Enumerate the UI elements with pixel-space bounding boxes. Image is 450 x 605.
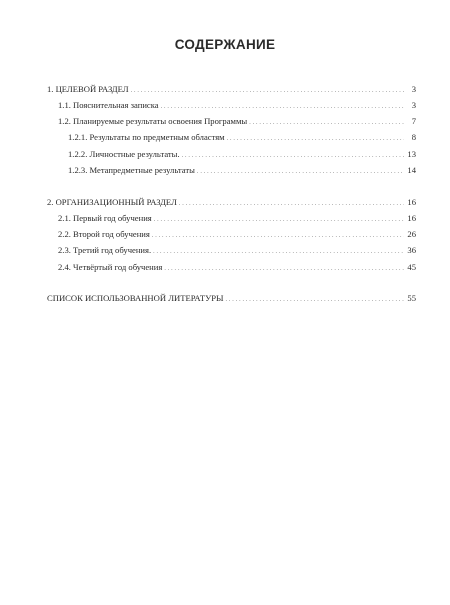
toc-entry-label: 1.2. Планируемые результаты освоения Программы	[58, 116, 248, 126]
dot-leader	[153, 245, 404, 258]
dot-leader	[131, 84, 404, 97]
toc-entry-label: 1.2.2. Личностные результаты.	[68, 149, 180, 159]
toc-entry-label: СПИСОК ИСПОЛЬЗОВАННОЙ ЛИТЕРАТУРЫ	[47, 293, 224, 303]
toc-entry-1-2-2[interactable]	[68, 149, 416, 162]
toc-entry-2-4[interactable]	[58, 262, 416, 275]
dot-leader	[249, 116, 404, 129]
toc-entry-page: 14	[407, 165, 416, 175]
toc-entry-2-1[interactable]	[58, 213, 416, 226]
dot-leader	[152, 229, 404, 242]
dot-leader	[164, 262, 404, 275]
dot-leader	[154, 213, 404, 226]
toc-entry-label: 1.2.3. Метапредметные результаты	[68, 165, 195, 175]
toc-entry-label: 1.1. Пояснительная записка	[58, 100, 159, 110]
toc-entry-page: 3	[411, 84, 416, 94]
toc-entry-1-1[interactable]	[58, 100, 416, 113]
toc-entry-page: 7	[411, 116, 416, 126]
toc-entry-1-2-1[interactable]	[68, 132, 416, 145]
toc-title: СОДЕРЖАНИЕ	[174, 37, 276, 52]
toc-entry-page: 16	[407, 213, 416, 223]
toc-entry-label: 2.4. Четвёртый год обучения	[58, 262, 163, 272]
toc-entry-section-1[interactable]	[47, 84, 416, 97]
toc-entry-page: 13	[407, 149, 416, 159]
toc-entry-label: 1. ЦЕЛЕВОЙ РАЗДЕЛ	[47, 84, 129, 94]
toc-entry-page: 36	[407, 245, 416, 255]
toc-entry-page: 55	[407, 293, 416, 303]
toc-entry-1-2[interactable]	[58, 116, 416, 129]
toc-entry-section-2[interactable]	[47, 197, 416, 210]
toc-entry-1-2-3[interactable]	[68, 165, 416, 178]
dot-leader	[161, 100, 404, 113]
toc-entry-label: 2.2. Второй год обучения	[58, 229, 150, 239]
toc-entry-page: 8	[411, 132, 416, 142]
toc-entry-page: 45	[407, 262, 416, 272]
dot-leader	[197, 165, 404, 178]
toc-entry-label: 2.1. Первый год обучения	[58, 213, 152, 223]
toc-entry-page: 16	[407, 197, 416, 207]
toc-entry-label: 2.3. Третий год обучения.	[58, 245, 152, 255]
toc-entry-page: 3	[411, 100, 416, 110]
toc-entry-references[interactable]	[47, 293, 416, 306]
toc-entry-page: 26	[407, 229, 416, 239]
dot-leader	[179, 197, 404, 210]
toc-entry-label: 2. ОРГАНИЗАЦИОННЫЙ РАЗДЕЛ	[47, 197, 177, 207]
dot-leader	[182, 149, 404, 162]
toc-entry-label: 1.2.1. Результаты по предметным областям	[68, 132, 225, 142]
toc-entry-2-2[interactable]	[58, 229, 416, 242]
dot-leader	[227, 132, 404, 145]
dot-leader	[225, 293, 404, 306]
toc-entry-2-3[interactable]	[58, 245, 416, 258]
